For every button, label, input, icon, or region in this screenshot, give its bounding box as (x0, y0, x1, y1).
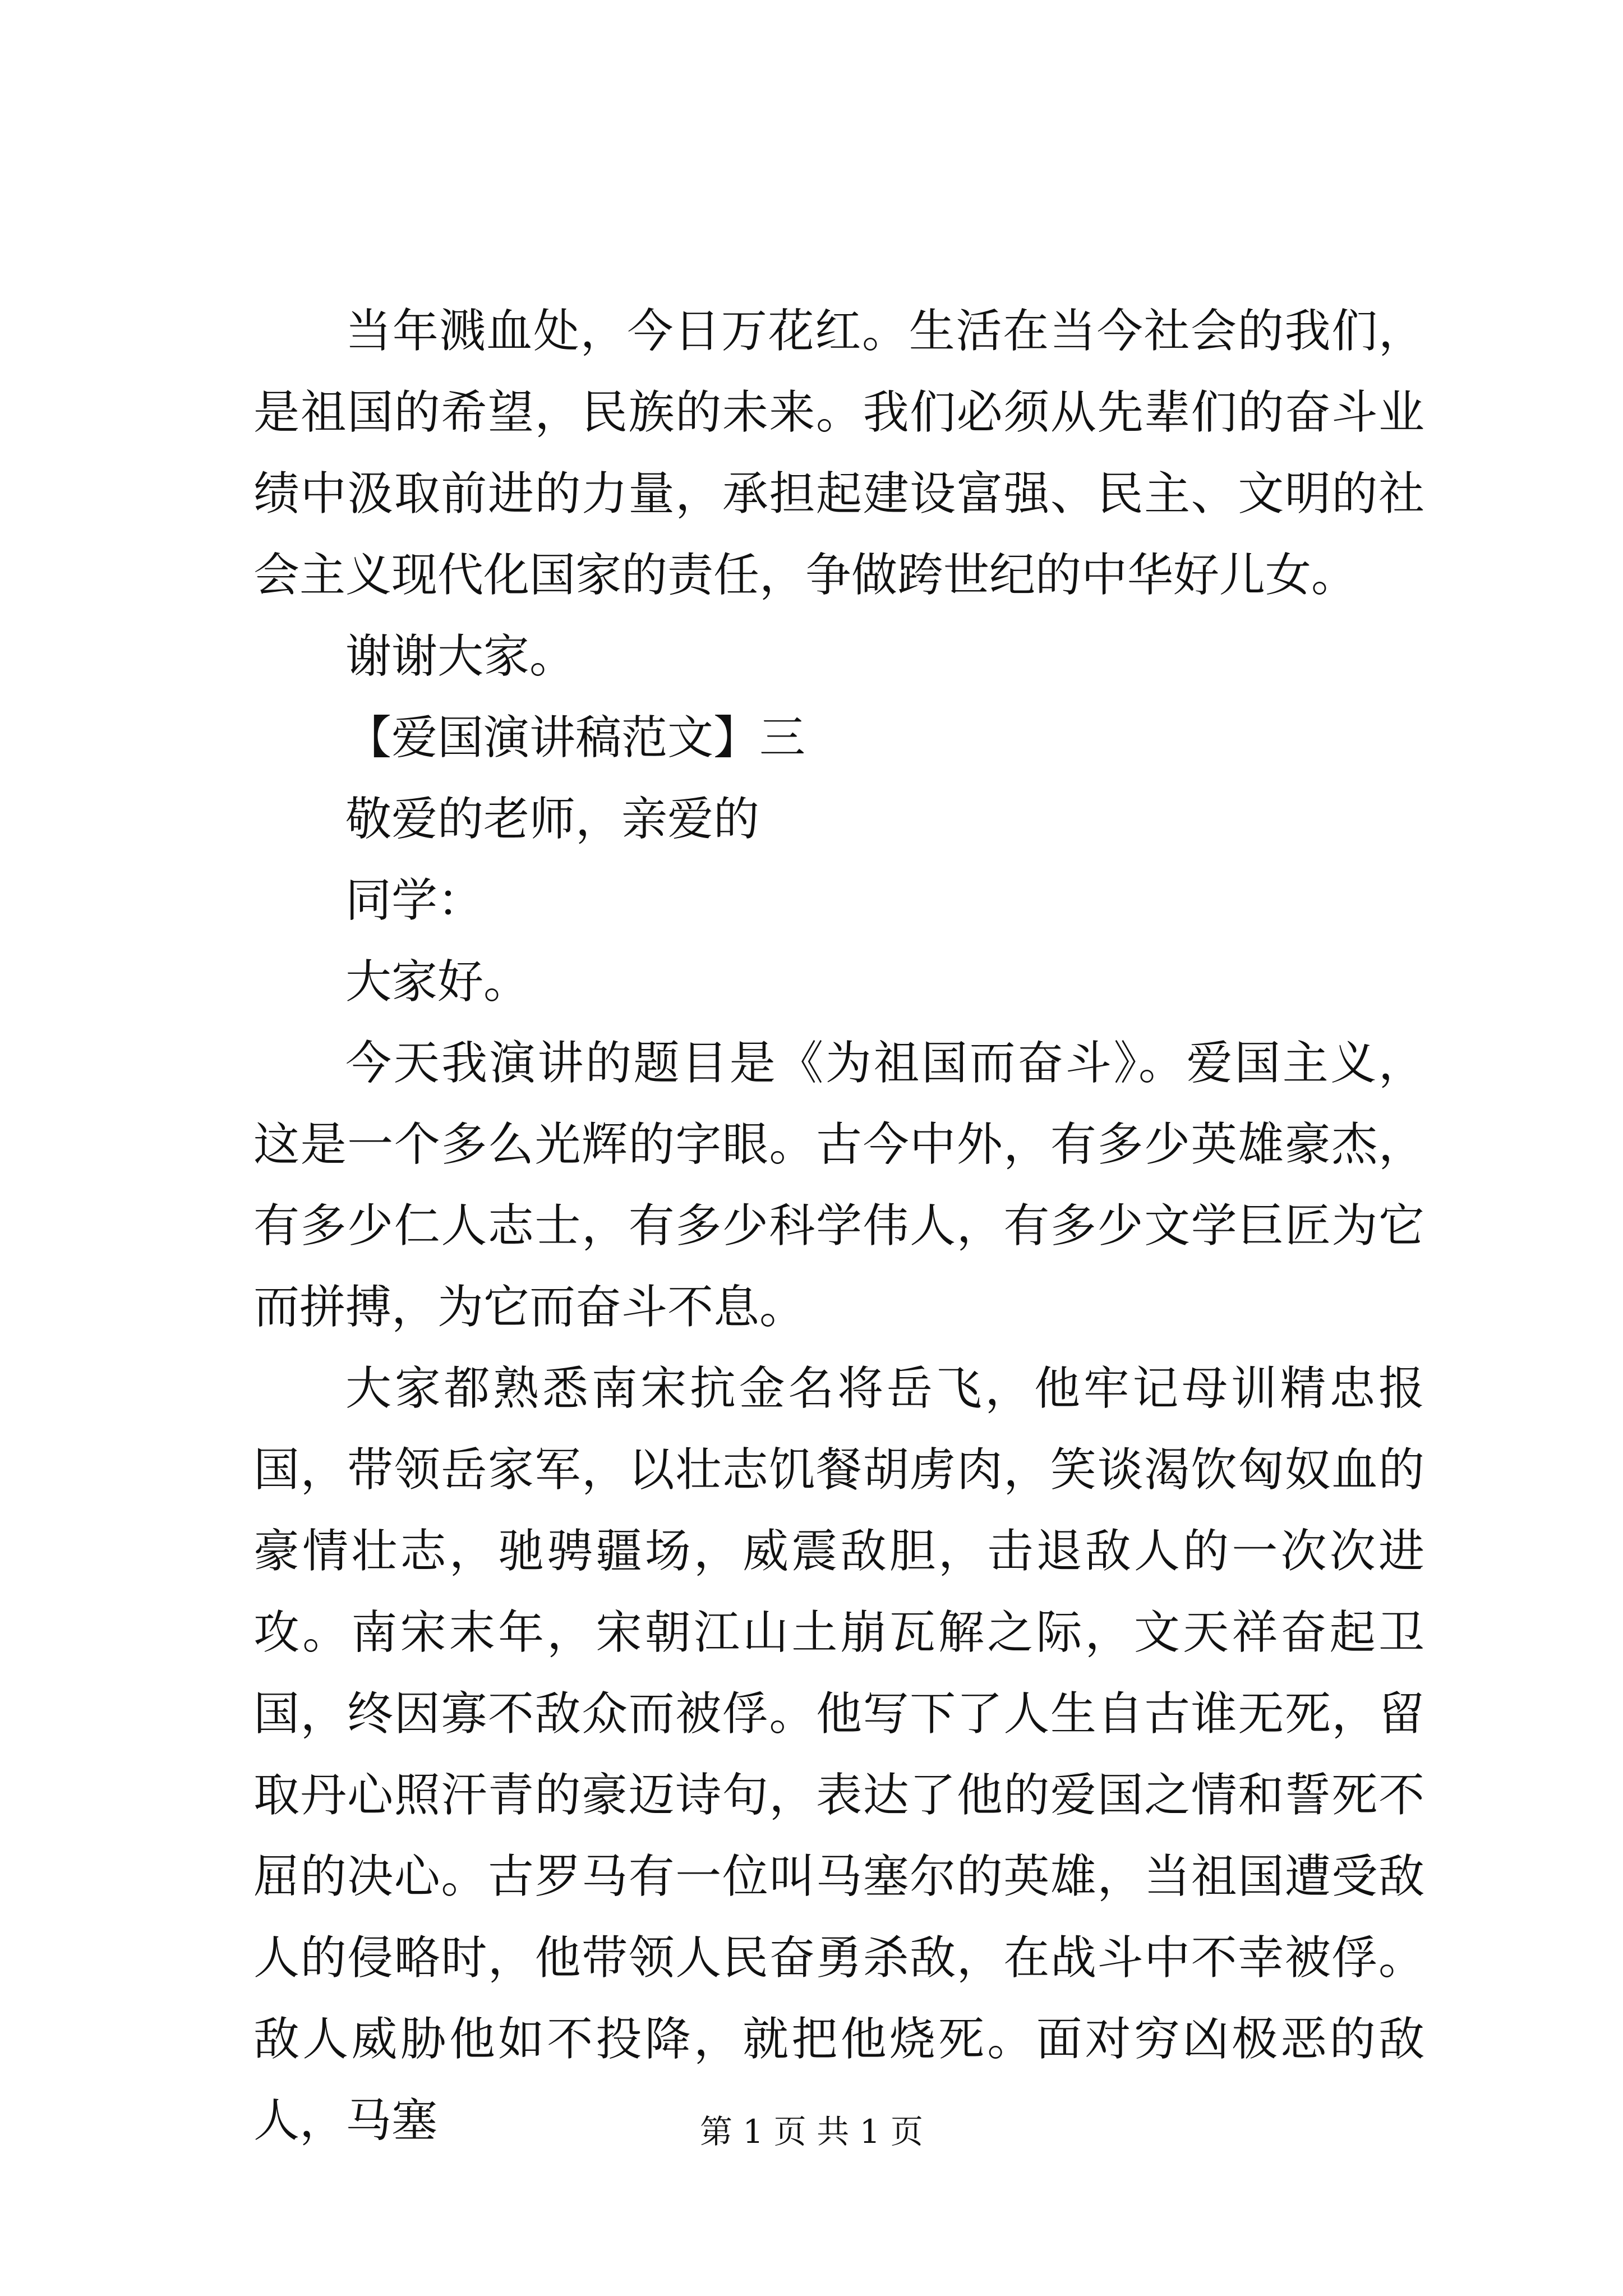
paragraph-examples: 大家都熟悉南宋抗金名将岳飞，他牢记母训精忠报国，带领岳家军，以壮志饥餐胡虏肉，笑谈渴饮匈奴血的豪情壮志，驰骋疆场，威震敌胆，击退敌人的一次次进攻。南宋末年，宋朝江山土崩瓦解之际，文天祥奋起卫国，终因寡不敌众而被俘。他写下了人生自古谁无死，留取丹心照汗青的豪迈诗句，表达了他的爱国之情和誓死不屈的决心。古罗马有一位叫马塞尔的英雄，当祖国遭受敌人的侵略时，他带领人民奋勇杀敌，在战斗中不幸被俘。敌人威胁他如不投降，就把他烧死。面对穷凶极恶的敌人，马塞 (253, 1362, 1424, 2147)
section-heading: 【爱国演讲稿范文】三 (345, 711, 806, 765)
paragraph-topic: 今天我演讲的题目是《为祖国而奋斗》。爱国主义，这是一个多么光辉的字眼。古今中外，有多少英雄豪杰，有多少仁人志士，有多少科学伟人，有多少文学巨匠为它而拼搏，为它而奋斗不息。 (253, 1037, 1424, 1334)
paragraph-2: 谢谢大家。 (345, 630, 576, 683)
greeting: 大家好。 (345, 955, 530, 1009)
salutation-line-1: 敬爱的老师，亲爱的 (345, 793, 760, 846)
paragraph-1: 当年溅血处，今日万花红。生活在当今社会的我们，是祖国的希望，民族的未来。我们必须从先辈们的奋斗业绩中汲取前进的力量，承担起建设富强、民主、文明的社会主义现代化国家的责任，争做跨世纪的中华好儿女。 (253, 305, 1424, 602)
salutation-line-2: 同学： (345, 874, 484, 927)
document-body (253, 291, 1424, 2161)
page-number-text: 第 1 页 共 1 页 (700, 2113, 923, 2151)
page-footer (0, 2112, 1623, 2151)
